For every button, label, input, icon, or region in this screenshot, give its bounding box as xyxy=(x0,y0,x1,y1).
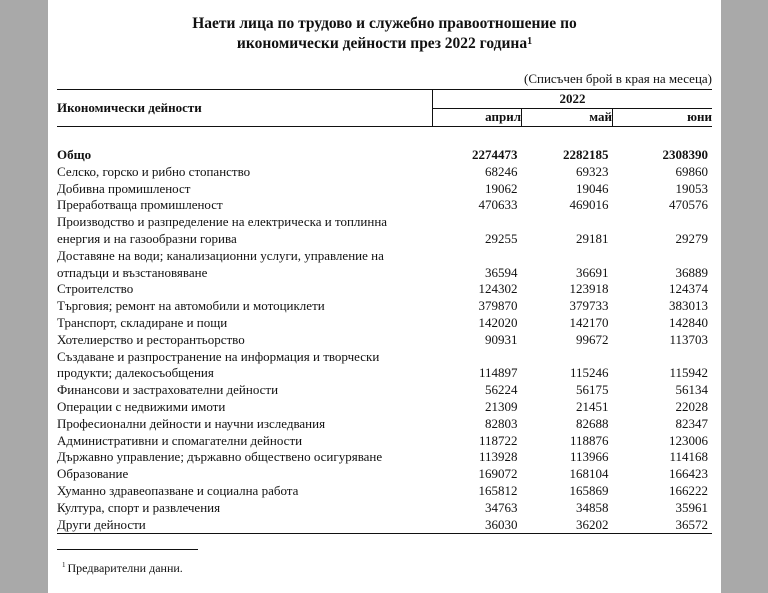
activity-label: Хотелиерство и ресторантьорство xyxy=(57,331,245,347)
value-may: 19046 xyxy=(576,180,609,196)
value-april: 34763 xyxy=(485,499,518,515)
value-april: 36030 xyxy=(433,517,522,534)
table-row xyxy=(57,281,712,298)
activity-label: Финансови и застрахователни дейности xyxy=(57,382,279,398)
value-may: 142170 xyxy=(569,314,609,330)
footnote xyxy=(62,561,183,576)
value-may: 36202 xyxy=(522,517,613,534)
value-april: 21309 xyxy=(485,398,518,414)
value-june: 470576 xyxy=(669,197,708,213)
value-june: 22028 xyxy=(675,398,708,414)
value-june: 56134 xyxy=(675,382,708,398)
table-row xyxy=(57,248,712,282)
activity-label: Операции с недвижими имоти xyxy=(57,398,226,414)
value-april: 124302 xyxy=(478,281,518,297)
activity-label: Селско, горско и рибно стопанство xyxy=(57,163,251,179)
value-april: 114897 xyxy=(478,365,518,381)
footnote-marker: 1 xyxy=(527,36,533,47)
value-may: 168104 xyxy=(569,466,609,482)
value-april: 169072 xyxy=(478,466,518,482)
header-month-april: април xyxy=(433,108,522,127)
table-row xyxy=(57,349,712,383)
activity-label: Транспорт, складиране и пощи xyxy=(57,314,228,330)
table-row-total xyxy=(57,147,712,164)
value-may: 123918 xyxy=(569,281,609,297)
activity-label: Търговия; ремонт на автомобили и мотоциклети xyxy=(57,298,325,314)
activity-label: Производство и разпределение на електрическа и топлинна енергия и на газообразни горива xyxy=(57,214,388,246)
value-june: 124374 xyxy=(669,281,708,297)
activity-label: Образование xyxy=(57,466,129,482)
activity-label: Създаване и разпространение на информация и творчески продукти; далекосъобщения xyxy=(57,348,380,381)
value-may: 118876 xyxy=(569,432,609,448)
value-may: 36691 xyxy=(576,264,609,280)
table-row xyxy=(57,449,712,466)
table-body xyxy=(57,127,712,534)
activity-label: Професионални дейности и научни изследвания xyxy=(57,415,326,431)
value-may: 69323 xyxy=(576,163,609,179)
value-june: 82347 xyxy=(675,415,708,431)
value-june: 123006 xyxy=(669,432,708,448)
table-row xyxy=(57,416,712,433)
table-row xyxy=(57,433,712,450)
value-june: 113703 xyxy=(669,331,708,347)
value-june: 36572 xyxy=(613,517,713,534)
value-june: 166222 xyxy=(669,482,708,498)
table-row xyxy=(57,466,712,483)
header-activity: Икономически дейности xyxy=(57,90,433,127)
value-april: 379870 xyxy=(478,298,518,314)
value-may: 56175 xyxy=(576,382,609,398)
unit-note: (Списъчен брой в края на месеца) xyxy=(524,71,712,86)
value-april: 56224 xyxy=(485,382,518,398)
value-may: 2282185 xyxy=(563,147,609,162)
value-april: 2274473 xyxy=(472,147,518,162)
value-june: 29279 xyxy=(675,230,708,246)
activity-label: Хуманно здравеопазване и социална работа xyxy=(57,482,299,498)
value-june: 35961 xyxy=(675,499,708,515)
activity-label: Преработваща промишленост xyxy=(57,197,223,213)
header-month-june: юни xyxy=(613,108,713,127)
spacer-row xyxy=(57,127,712,148)
activity-label: Административни и спомагателни дейности xyxy=(57,432,303,448)
value-june: 142840 xyxy=(669,314,708,330)
value-june: 114168 xyxy=(669,449,708,465)
value-may: 113966 xyxy=(569,449,609,465)
value-june: 166423 xyxy=(669,466,708,482)
footnote-text: Предварителни данни. xyxy=(67,561,183,575)
value-may: 21451 xyxy=(576,398,609,414)
table-row xyxy=(57,399,712,416)
table-row xyxy=(57,181,712,198)
value-june: 36889 xyxy=(675,264,708,280)
value-april: 113928 xyxy=(478,449,518,465)
table-row xyxy=(57,483,712,500)
document-title xyxy=(48,14,721,54)
activity-label: Култура, спорт и развлечения xyxy=(57,499,221,515)
value-may: 34858 xyxy=(576,499,609,515)
value-may: 469016 xyxy=(569,197,609,213)
value-june: 115942 xyxy=(669,365,708,381)
activity-label: Други дейности xyxy=(57,517,433,534)
header-month-may: май xyxy=(522,108,613,127)
employment-table xyxy=(57,89,712,534)
table-row xyxy=(57,164,712,181)
value-june: 19053 xyxy=(675,180,708,196)
value-june: 2308390 xyxy=(662,147,708,162)
table-row xyxy=(57,315,712,332)
value-april: 68246 xyxy=(485,163,518,179)
value-april: 19062 xyxy=(485,180,518,196)
value-april: 90931 xyxy=(485,331,518,347)
table-row xyxy=(57,382,712,399)
value-april: 470633 xyxy=(478,197,518,213)
footnote-ref: 1 xyxy=(62,561,66,569)
value-may: 29181 xyxy=(576,230,609,246)
activity-label: Общо xyxy=(57,147,92,162)
table-row xyxy=(57,197,712,214)
value-april: 36594 xyxy=(485,264,518,280)
value-april: 165812 xyxy=(478,482,518,498)
table-row xyxy=(57,500,712,517)
value-may: 115246 xyxy=(569,365,609,381)
document-page xyxy=(48,0,721,593)
value-may: 165869 xyxy=(569,482,609,498)
table-row xyxy=(57,332,712,349)
value-may: 379733 xyxy=(569,298,609,314)
value-april: 118722 xyxy=(478,432,518,448)
activity-label: Доставяне на води; канализационни услуги, управление на отпадъци и възстановяване xyxy=(57,247,384,280)
value-june: 69860 xyxy=(675,163,708,179)
title-line-2: икономически дейности през 2022 година$^1$ xyxy=(236,35,533,52)
value-may: 99672 xyxy=(576,331,609,347)
activity-label: Строителство xyxy=(57,281,134,297)
footnote-divider xyxy=(57,549,198,550)
value-april: 29255 xyxy=(485,230,518,246)
header-year: 2022 xyxy=(433,90,713,109)
table-row xyxy=(57,298,712,315)
table-row xyxy=(57,214,712,248)
value-may: 82688 xyxy=(576,415,609,431)
value-april: 142020 xyxy=(478,314,518,330)
activity-label: Държавно управление; държавно обществено осигуряване xyxy=(57,449,383,465)
table-row xyxy=(57,517,712,534)
value-april: 82803 xyxy=(485,415,518,431)
title-line-1: Наети лица по трудово и служебно правоотношение по xyxy=(192,15,577,32)
activity-label: Добивна промишленост xyxy=(57,180,191,196)
value-june: 383013 xyxy=(669,298,708,314)
